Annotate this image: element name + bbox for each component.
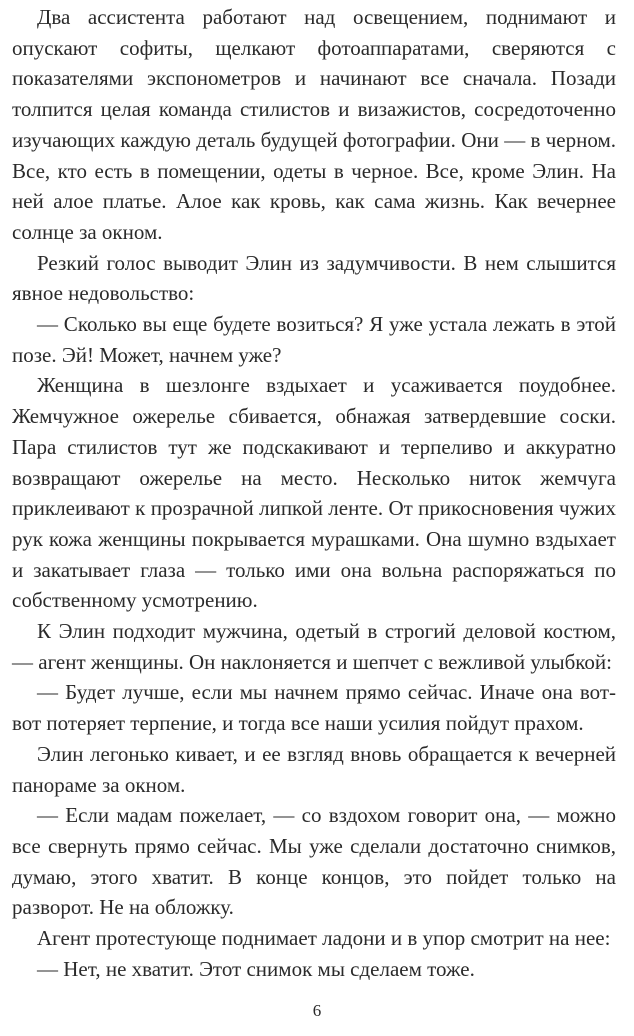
paragraph-7: Элин легонько кивает, и ее взгляд вновь обращается к вечерней панораме за окном. (12, 741, 616, 797)
paragraph-4: Женщина в шезлонге вздыхает и усаживается поудобнее. Жемчужное ожерелье сбивается, обнажая затвердевшие соски. Пара стилистов тут же подскакивают и терпеливо и аккуратно возвращают ожерелье на место. Несколько ниток жемчуга приклеивают к прозрачной липкой ленте. От прикосновения чужих рук кожа женщины покрывается мурашками. Она шумно вздыхает и закатывает глаза — только ими она вольна распоряжаться по собственному усмотрению. (12, 373, 616, 613)
paragraph-1: Два ассистента работают над освещением, поднимают и опускают софиты, щелкают фотоаппаратами, сверяются с показателями экспонометров и начинают все сначала. Позади толпится целая команда стилистов и визажистов, сосредоточенно изучающих каждую деталь будущей фотографии. Они — в черном. Все, кто есть в помещении, одеты в черное. Все, кроме Элин. На ней алое платье. Алое как кровь, как сама жизнь. Как вечернее солнце за окном. (12, 5, 616, 244)
paragraph-10: — Нет, не хватит. Этот снимок мы сделаем тоже. (37, 956, 475, 981)
paragraph-8: — Если мадам пожелает, — со вздохом говорит она, — можно все свернуть прямо сейчас. Мы уже сделали достаточно снимков, думаю, этого хватит. В конце концов, это пойдет только на разворот. Не на обложку. (12, 803, 616, 920)
paragraph-3: — Сколько вы еще будете возиться? Я уже устала лежать в этой позе. Эй! Может, начнем уже? (12, 312, 616, 367)
paragraph-2: Резкий голос выводит Элин из задумчивости. В нем слышится явное недовольство: (12, 250, 616, 306)
paragraph-6: — Будет лучше, если мы начнем прямо сейчас. Иначе она вот-вот потеряет терпение, и тогда все наши усилия пойдут прахом. (12, 680, 616, 736)
page-number: 6 (312, 1001, 322, 1020)
paragraph-9: Агент протестующе поднимает ладони и в упор смотрит на нее: (37, 926, 611, 951)
page-text-block (12, 2, 616, 985)
paragraph-5: К Элин подходит мужчина, одетый в строгий деловой костюм, — агент женщины. Он наклоняется и шепчет с вежливой улыбкой: (12, 619, 616, 674)
